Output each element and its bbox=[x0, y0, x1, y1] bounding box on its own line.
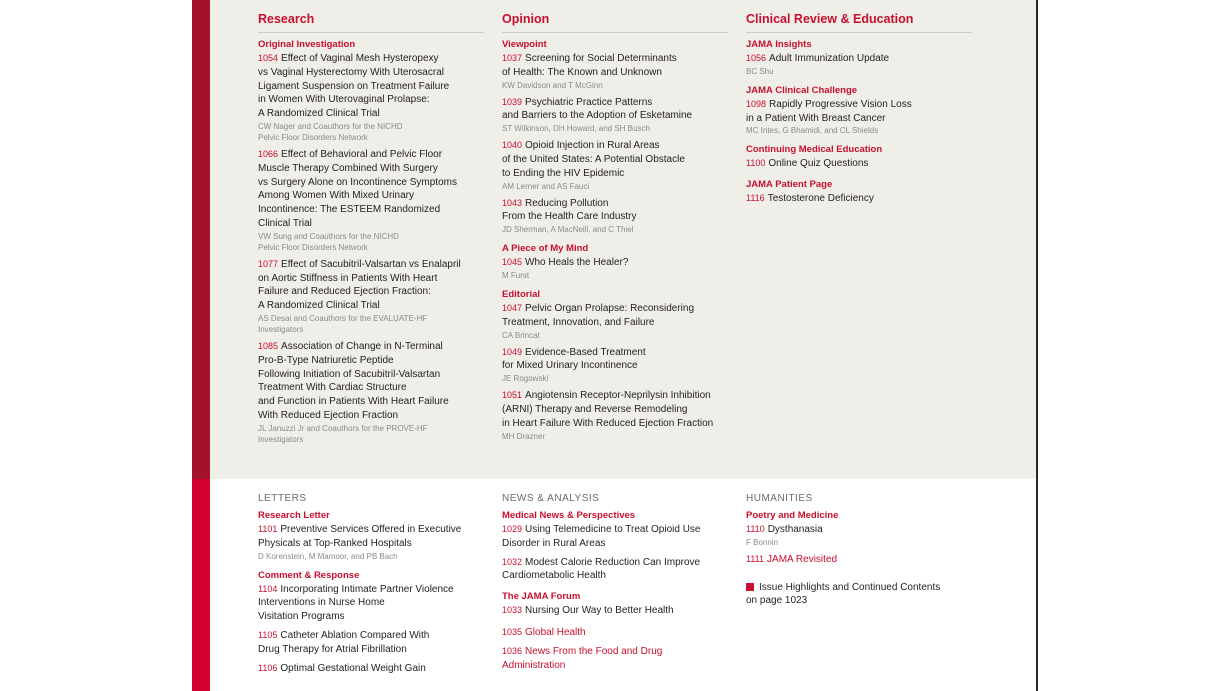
article-entry[interactable] bbox=[258, 523, 490, 562]
article-title-text: Testosterone Deficiency bbox=[767, 193, 874, 205]
article-entry[interactable] bbox=[502, 96, 734, 135]
article-title-text: Angiotensin Receptor-Neprilysin Inhibition bbox=[525, 390, 711, 402]
article-title-text: of the United States: A Potential Obstacle bbox=[502, 153, 685, 165]
article-title-text: Disorder in Rural Areas bbox=[502, 537, 606, 549]
article-title-line bbox=[258, 258, 490, 272]
note-line bbox=[746, 581, 978, 595]
accent-bar-top bbox=[192, 0, 210, 479]
article-authors: Investigators bbox=[258, 324, 304, 334]
article-title-line bbox=[502, 359, 734, 373]
page-number: 1032 bbox=[502, 556, 523, 567]
article-title-line bbox=[258, 523, 490, 537]
article-title-text: Physicals at Top-Ranked Hospitals bbox=[258, 537, 412, 549]
article-authors: F Bonnin bbox=[746, 537, 779, 547]
article-entry[interactable] bbox=[502, 389, 734, 441]
article-title-line bbox=[258, 368, 490, 382]
article-entry[interactable] bbox=[258, 52, 490, 143]
article-entry[interactable] bbox=[258, 583, 490, 624]
page-number: 1101 bbox=[258, 524, 278, 534]
article-title-line bbox=[746, 98, 978, 112]
contents-section bbox=[502, 289, 734, 442]
upper-contents-panel bbox=[210, 0, 1036, 479]
article-authors: Pelvic Floor Disorders Network bbox=[258, 242, 368, 252]
article-title-line bbox=[502, 659, 734, 673]
article-authors: VW Sung and Coauthors for the NICHD bbox=[258, 231, 399, 241]
article-entry[interactable] bbox=[502, 626, 734, 640]
page-number: 1110 bbox=[746, 524, 765, 534]
column-heading: LETTERS bbox=[258, 493, 307, 504]
article-title-text: Incontinence: The ESTEEM Randomized bbox=[258, 204, 441, 216]
article-title-text: Modest Calorie Reduction Can Improve bbox=[525, 556, 701, 568]
article-title-line bbox=[258, 107, 490, 121]
article-authors: JE Rogowski bbox=[502, 374, 549, 384]
article-title-text: With Reduced Ejection Fraction bbox=[258, 409, 399, 421]
article-authors: CA Brincat bbox=[502, 330, 540, 340]
article-entry[interactable] bbox=[746, 98, 978, 137]
article-authors: ST Wilkinson, DH Howard, and SH Busch bbox=[502, 124, 650, 134]
article-title-text: Optimal Gestational Weight Gain bbox=[280, 662, 426, 674]
article-title-line bbox=[502, 537, 734, 551]
article-title-line bbox=[258, 299, 490, 313]
article-title-text: vs Vaginal Hysterectomy With Uterosacral bbox=[258, 66, 444, 78]
article-title-line bbox=[502, 403, 734, 417]
contents-section bbox=[502, 510, 734, 583]
article-entry[interactable] bbox=[746, 523, 978, 548]
contents-section bbox=[746, 85, 978, 137]
article-entry[interactable] bbox=[502, 645, 734, 673]
article-authors: MH Drazner bbox=[502, 431, 546, 441]
article-title-text: From the Health Care Industry bbox=[502, 211, 637, 223]
article-entry[interactable] bbox=[502, 523, 734, 551]
article-entry[interactable] bbox=[258, 258, 490, 335]
article-title-line bbox=[258, 395, 490, 409]
article-title-text: Using Telemedicine to Treat Opioid Use bbox=[525, 524, 701, 535]
lower-contents-panel bbox=[210, 479, 1036, 691]
article-authors: AM Lerner and AS Fauci bbox=[502, 181, 590, 191]
article-authors: KW Davidson and T McGinn bbox=[502, 80, 603, 90]
article-title-text: Following Initiation of Sacubitril-Valsartan bbox=[258, 368, 441, 380]
article-title-text: News From the Food and Drug bbox=[525, 645, 663, 657]
article-title-line bbox=[502, 52, 734, 66]
page-number: 1056 bbox=[746, 53, 767, 63]
page-number: 1039 bbox=[502, 96, 523, 107]
article-title-text: Treatment, Innovation, and Failure bbox=[502, 316, 655, 328]
page-number: 1047 bbox=[502, 302, 523, 313]
article-authors: BC Shu bbox=[746, 66, 774, 76]
article-title-line bbox=[258, 66, 490, 80]
page-number: 1040 bbox=[502, 140, 523, 151]
article-title-line bbox=[502, 210, 734, 224]
page-number: 1035 bbox=[502, 626, 523, 637]
article-title-line bbox=[502, 417, 734, 431]
article-title-line bbox=[502, 626, 734, 640]
article-title-line bbox=[258, 272, 490, 286]
contents-section bbox=[502, 626, 734, 672]
article-title-line bbox=[502, 66, 734, 80]
article-title-text: in Heart Failure With Reduced Ejection Fraction bbox=[502, 417, 714, 429]
article-title-line bbox=[746, 157, 978, 171]
article-title-text: Pelvic Organ Prolapse: Reconsidering bbox=[525, 302, 695, 314]
section-label: Poetry and Medicine bbox=[746, 510, 839, 521]
contents-section bbox=[258, 570, 490, 676]
note-text: Issue Highlights and Continued Contents bbox=[759, 581, 941, 593]
article-title-text: A Randomized Clinical Trial bbox=[258, 300, 380, 312]
page-number: 1100 bbox=[746, 158, 766, 169]
lower-column-2 bbox=[746, 493, 978, 608]
contents-section bbox=[258, 39, 490, 445]
article-title-line bbox=[502, 316, 734, 330]
article-title-text: Ligament Suspension on Treatment Failure bbox=[258, 80, 450, 92]
article-authors: AS Desai and Coauthors for the EVALUATE-HF bbox=[258, 313, 428, 323]
article-authors: M Furst bbox=[502, 270, 530, 280]
contents-section bbox=[502, 591, 734, 618]
article-title-line bbox=[502, 139, 734, 153]
article-entry[interactable] bbox=[502, 52, 734, 91]
page-number: 1105 bbox=[258, 629, 278, 640]
column-heading: Opinion bbox=[502, 12, 728, 33]
article-title-text: and Function in Patients With Heart Failure bbox=[258, 396, 449, 408]
article-title-text: Reducing Pollution bbox=[525, 197, 609, 209]
article-title-text: Among Women With Mixed Urinary bbox=[258, 190, 414, 202]
article-title-line bbox=[502, 523, 734, 537]
page-number: 1043 bbox=[502, 197, 523, 208]
page-number: 1104 bbox=[258, 583, 278, 594]
section-label: Comment & Response bbox=[258, 569, 360, 581]
page-number: 1036 bbox=[502, 645, 523, 656]
article-title-text: Nursing Our Way to Better Health bbox=[525, 605, 674, 617]
article-title-text: Interventions in Nurse Home bbox=[258, 597, 385, 609]
article-title-line bbox=[502, 256, 734, 270]
article-authors: JD Sherman, A MacNeill, and C Thiel bbox=[502, 225, 634, 235]
article-title-line bbox=[746, 112, 978, 126]
article-title-text: of Health: The Known and Unknown bbox=[502, 66, 662, 78]
article-title-text: Failure and Reduced Ejection Fraction: bbox=[258, 286, 431, 298]
page-number: 1106 bbox=[258, 662, 278, 673]
page-number: 1049 bbox=[502, 346, 523, 357]
article-authors: D Korenstein, M Mamoor, and PB Bach bbox=[258, 551, 398, 561]
section-label: Viewpoint bbox=[502, 39, 547, 50]
contents-section bbox=[502, 39, 734, 235]
article-title-line bbox=[502, 96, 734, 110]
article-title-line bbox=[258, 596, 490, 610]
article-title-text: in a Patient With Breast Cancer bbox=[746, 112, 886, 124]
article-entry[interactable] bbox=[258, 662, 490, 676]
page-number: 1077 bbox=[258, 258, 279, 269]
article-title-line bbox=[258, 189, 490, 203]
article-title-text: Administration bbox=[502, 659, 566, 671]
article-title-text: Pro-B-Type Natriuretic Peptide bbox=[258, 354, 394, 366]
article-title-line bbox=[258, 80, 490, 94]
contents-section bbox=[746, 510, 978, 567]
article-title-text: Who Heals the Healer? bbox=[525, 257, 629, 269]
article-title-text: Evidence-Based Treatment bbox=[525, 346, 646, 358]
article-entry[interactable] bbox=[502, 197, 734, 236]
article-title-line bbox=[258, 148, 490, 162]
article-title-text: Clinical Trial bbox=[258, 217, 312, 229]
article-title-text: for Mixed Urinary Incontinence bbox=[502, 360, 638, 372]
article-title-line bbox=[502, 109, 734, 123]
article-entry[interactable] bbox=[502, 302, 734, 341]
article-entry[interactable] bbox=[258, 340, 490, 445]
article-title-text: Association of Change in N-Terminal bbox=[281, 340, 443, 352]
article-title-line bbox=[502, 389, 734, 403]
article-title-line bbox=[502, 346, 734, 360]
article-title-text: Visitation Programs bbox=[258, 611, 345, 623]
article-title-line bbox=[258, 610, 490, 624]
article-title-text: Incorporating Intimate Partner Violence bbox=[280, 583, 454, 595]
article-title-line bbox=[502, 302, 734, 316]
article-title-text: A Randomized Clinical Trial bbox=[258, 108, 380, 120]
article-entry[interactable] bbox=[746, 157, 978, 171]
article-entry[interactable] bbox=[258, 148, 490, 253]
article-title-text: Screening for Social Determinants bbox=[525, 53, 677, 64]
article-title-text: Catheter Ablation Compared With bbox=[280, 629, 430, 641]
page-number: 1111 bbox=[746, 553, 765, 564]
article-title-text: Effect of Behavioral and Pelvic Floor bbox=[281, 148, 443, 160]
column-heading: Clinical Review & Education bbox=[746, 12, 972, 33]
upper-column-2 bbox=[746, 12, 978, 214]
section-label: The JAMA Forum bbox=[502, 591, 581, 603]
article-title-line bbox=[502, 197, 734, 211]
article-title-line bbox=[258, 354, 490, 368]
article-title-line bbox=[502, 153, 734, 167]
article-title-text: (ARNI) Therapy and Reverse Remodeling bbox=[502, 403, 688, 415]
upper-column-0 bbox=[258, 12, 490, 453]
article-title-line bbox=[746, 52, 978, 66]
toc-page bbox=[192, 0, 1038, 691]
article-title-text: JAMA Revisited bbox=[767, 553, 838, 565]
contents-section bbox=[746, 144, 978, 171]
section-label: Original Investigation bbox=[258, 39, 356, 50]
article-title-text: Online Quiz Questions bbox=[768, 158, 869, 170]
article-authors: CW Nager and Coauthors for the NICHD bbox=[258, 121, 403, 131]
page-number: 1066 bbox=[258, 148, 279, 159]
section-label: JAMA Insights bbox=[746, 39, 812, 50]
article-title-line bbox=[746, 553, 978, 567]
section-label: A Piece of My Mind bbox=[502, 243, 589, 255]
article-title-line bbox=[746, 192, 978, 206]
article-title-line bbox=[258, 285, 490, 299]
article-title-text: Effect of Sacubitril-Valsartan vs Enalapril bbox=[281, 258, 461, 270]
page-number: 1051 bbox=[502, 390, 523, 401]
article-title-line bbox=[258, 176, 490, 190]
page-number: 1054 bbox=[258, 53, 279, 63]
article-title-line bbox=[746, 523, 978, 537]
article-title-text: in Women With Uterovaginal Prolapse: bbox=[258, 94, 430, 106]
section-label: Research Letter bbox=[258, 510, 330, 521]
page-number: 1116 bbox=[746, 193, 765, 204]
article-title-line bbox=[258, 409, 490, 423]
article-authors: JL Januzzi Jr and Coauthors for the PROVE-HF bbox=[258, 423, 428, 433]
article-title-line bbox=[502, 556, 734, 570]
article-title-text: vs Surgery Alone on Incontinence Symptoms bbox=[258, 176, 457, 188]
article-title-line bbox=[258, 629, 490, 643]
article-title-text: Drug Therapy for Atrial Fibrillation bbox=[258, 643, 407, 655]
note-line bbox=[746, 594, 978, 608]
article-title-line bbox=[258, 381, 490, 395]
article-title-text: Muscle Therapy Combined With Surgery bbox=[258, 162, 438, 174]
accent-bar-bottom bbox=[192, 479, 210, 691]
article-authors: MC Intes, G Bhamidi, and CL Shields bbox=[746, 126, 879, 136]
section-label: JAMA Clinical Challenge bbox=[746, 84, 858, 96]
page-number: 1037 bbox=[502, 53, 523, 63]
contents-section bbox=[502, 243, 734, 281]
article-authors: Pelvic Floor Disorders Network bbox=[258, 132, 368, 142]
section-label: Editorial bbox=[502, 288, 541, 300]
article-title-line bbox=[258, 217, 490, 231]
article-title-text: Opioid Injection in Rural Areas bbox=[525, 140, 660, 152]
article-title-text: and Barriers to the Adoption of Esketamine bbox=[502, 110, 693, 122]
issue-highlights-note[interactable] bbox=[746, 581, 978, 609]
article-title-text: to Ending the HIV Epidemic bbox=[502, 167, 625, 179]
article-title-text: Effect of Vaginal Mesh Hysteropexy bbox=[281, 53, 439, 64]
article-entry[interactable] bbox=[746, 192, 978, 206]
contents-section bbox=[746, 39, 978, 77]
article-title-text: on Aortic Stiffness in Patients With Heart bbox=[258, 272, 438, 284]
article-entry[interactable] bbox=[746, 553, 978, 567]
article-title-line bbox=[258, 662, 490, 676]
red-square-icon bbox=[746, 583, 754, 591]
article-title-text: Global Health bbox=[525, 626, 586, 638]
article-title-line bbox=[258, 203, 490, 217]
note-text: on page 1023 bbox=[746, 595, 808, 607]
contents-section bbox=[746, 179, 978, 206]
article-title-line bbox=[258, 340, 490, 354]
article-title-line bbox=[258, 162, 490, 176]
contents-section bbox=[258, 510, 490, 562]
lower-column-1 bbox=[502, 493, 734, 680]
page-number: 1085 bbox=[258, 340, 279, 351]
article-entry[interactable] bbox=[502, 346, 734, 385]
page-number: 1098 bbox=[746, 98, 767, 109]
column-heading: NEWS & ANALYSIS bbox=[502, 493, 600, 504]
article-title-text: Adult Immunization Update bbox=[769, 53, 890, 64]
page-number: 1045 bbox=[502, 257, 523, 268]
article-title-line bbox=[258, 643, 490, 657]
article-title-line bbox=[258, 93, 490, 107]
page-number: 1033 bbox=[502, 605, 523, 616]
article-title-line bbox=[502, 167, 734, 181]
article-title-text: Rapidly Progressive Vision Loss bbox=[769, 98, 912, 110]
lower-column-0 bbox=[258, 493, 490, 683]
article-title-line bbox=[258, 52, 490, 66]
section-label: JAMA Patient Page bbox=[746, 179, 833, 191]
article-entry[interactable] bbox=[502, 256, 734, 281]
article-entry[interactable] bbox=[258, 629, 490, 657]
article-entry[interactable] bbox=[502, 604, 734, 618]
article-title-text: Treatment With Cardiac Structure bbox=[258, 382, 407, 394]
article-authors: Investigators bbox=[258, 434, 304, 444]
article-title-line bbox=[502, 604, 734, 618]
column-heading: HUMANITIES bbox=[746, 493, 813, 504]
article-title-text: Psychiatric Practice Patterns bbox=[525, 96, 653, 108]
column-heading: Research bbox=[258, 12, 484, 33]
article-entry[interactable] bbox=[502, 139, 734, 191]
article-title-line bbox=[502, 569, 734, 583]
page-number: 1029 bbox=[502, 524, 523, 534]
article-title-line bbox=[502, 645, 734, 659]
article-title-text: Cardiometabolic Health bbox=[502, 570, 606, 582]
article-title-text: Dysthanasia bbox=[767, 524, 823, 535]
article-title-text: Preventive Services Offered in Executive bbox=[280, 524, 462, 535]
upper-column-1 bbox=[502, 12, 734, 450]
section-label: Medical News & Perspectives bbox=[502, 510, 636, 521]
section-label: Continuing Medical Education bbox=[746, 144, 883, 156]
article-title-line bbox=[258, 537, 490, 551]
article-entry[interactable] bbox=[502, 556, 734, 584]
article-title-line bbox=[258, 583, 490, 597]
article-entry[interactable] bbox=[746, 52, 978, 77]
